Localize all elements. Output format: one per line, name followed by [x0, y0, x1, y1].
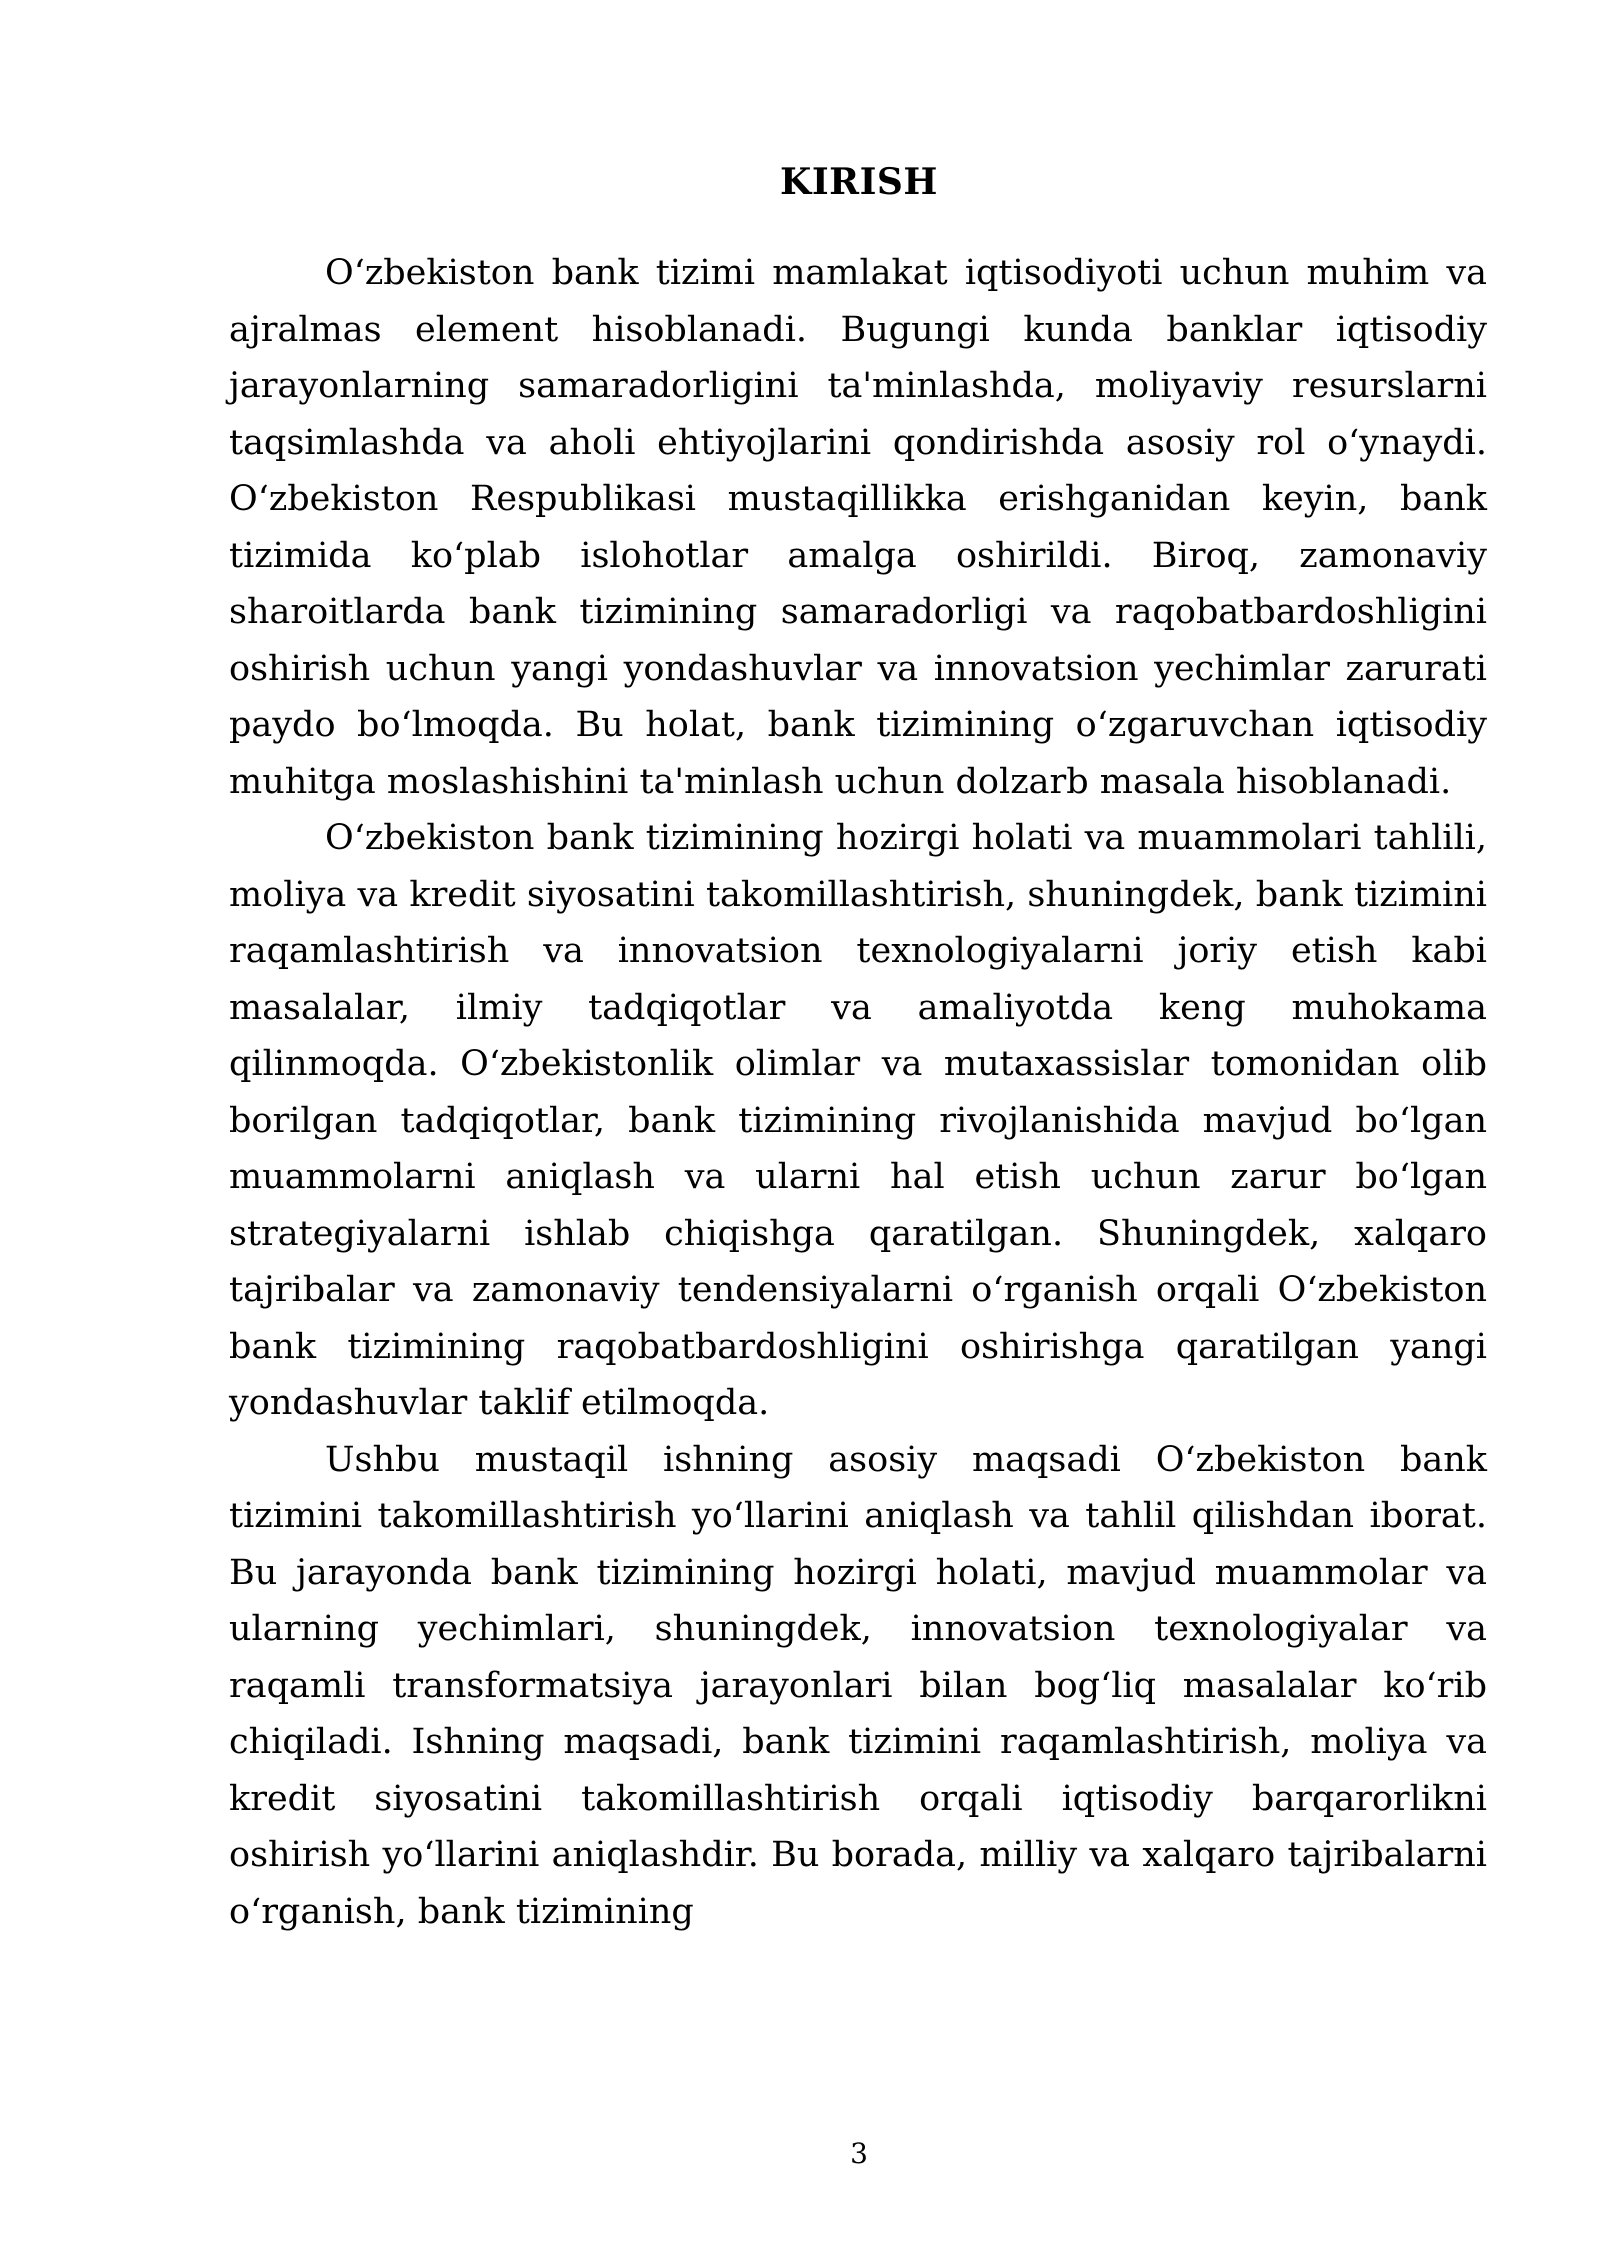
page-number: 3: [850, 2137, 868, 2170]
paragraph-1: O‘zbekiston bank tizimi mamlakat iqtisodiyoti uchun muhim va ajralmas element hisoblanadi. Bugungi kunda banklar iqtisodiy jarayonlarning samaradorligini ta'minlashda, moliyaviy resurslarni taqsimlashda va aholi ehtiyojlarini qondirishda asosiy rol o‘ynaydi. O‘zbekiston Respublikasi mustaqillikka erishganidan keyin, bank tizimida ko‘plab islohotlar amalga oshirildi. Biroq, zamonaviy sharoitlarda bank tizimining samaradorligi va raqobatbardoshligini oshirish uchun yangi yondashuvlar va innovatsion yechimlar zarurati paydo bo‘lmoqda. Bu holat, bank tizimining o‘zgaruvchan iqtisodiy muhitga moslashishini ta'minlash uchun dolzarb masala hisoblanadi.: [229, 253, 1487, 802]
body-text: [229, 245, 1487, 1940]
section-title: KIRISH: [780, 161, 938, 203]
paragraph-2: O‘zbekiston bank tizimining hozirgi holati va muammolari tahlili, moliya va kredit siyosatini takomillashtirish, shuningdek, bank tizimini raqamlashtirish va innovatsion texnologiyalarni joriy etish kabi masalalar, ilmiy tadqiqotlar va amaliyotda keng muhokama qilinmoqda. O‘zbekistonlik olimlar va mutaxassislar tomonidan olib borilgan tadqiqotlar, bank tizimining rivojlanishida mavjud bo‘lgan muammolarni aniqlash va ularni hal etish uchun zarur bo‘lgan strategiyalarni ishlab chiqishga qaratilgan. Shuningdek, xalqaro tajribalar va zamonaviy tendensiyalarni o‘rganish orqali O‘zbekiston bank tizimining raqobatbardoshligini oshirishga qaratilgan yangi yondashuvlar taklif etilmoqda.: [229, 818, 1487, 1423]
paragraph-3: Ushbu mustaqil ishning asosiy maqsadi O‘zbekiston bank tizimini takomillashtirish yo‘llarini aniqlash va tahlil qilishdan iborat. Bu jarayonda bank tizimining hozirgi holati, mavjud muammolar va ularning yechimlari, shuningdek, innovatsion texnologiyalar va raqamli transformatsiya jarayonlari bilan bog‘liq masalalar ko‘rib chiqiladi. Ishning maqsadi, bank tizimini raqamlashtirish, moliya va kredit siyosatini takomillashtirish orqali iqtisodiy barqarorlikni oshirish yo‘llarini aniqlashdir. Bu borada, milliy va xalqaro tajribalarni o‘rganish, bank tizimining: [229, 1439, 1487, 1932]
